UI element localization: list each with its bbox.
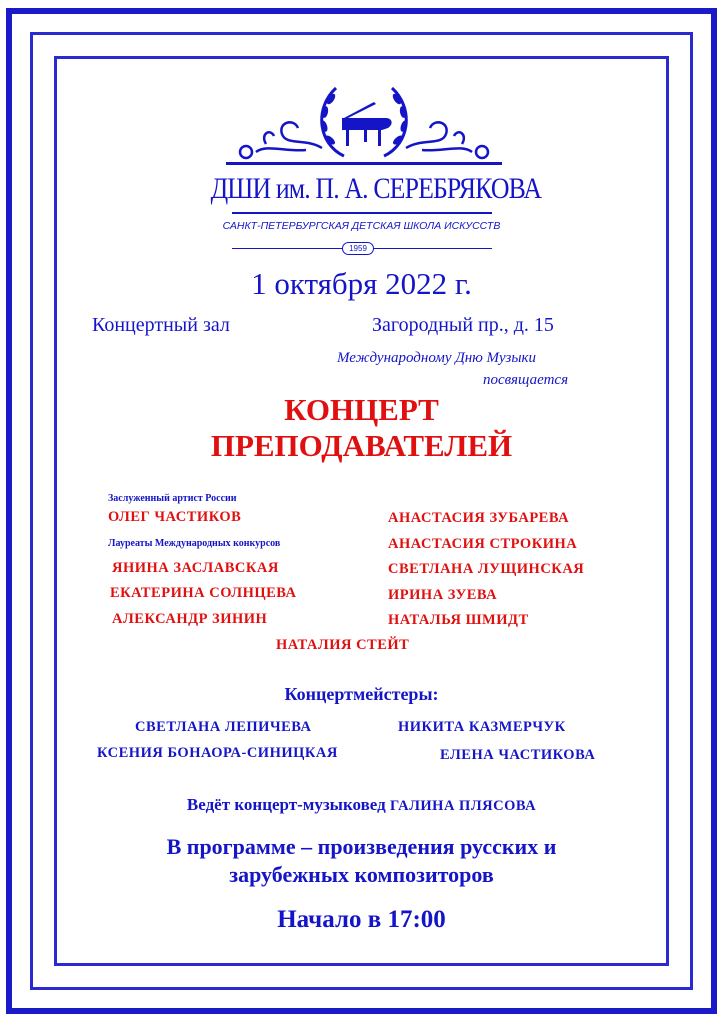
accompanist: НИКИТА КАЗМЕРЧУК — [398, 719, 566, 735]
performer-left: ЯНИНА ЗАСЛАВСКАЯ — [112, 560, 279, 576]
event-address: Загородный пр., д. 15 — [372, 314, 554, 336]
event-hall: Концертный зал — [92, 314, 230, 336]
performer-left: АЛЕКСАНДР ЗИНИН — [112, 611, 268, 627]
laureates-label: Лауреаты Международных конкурсов — [108, 538, 281, 549]
host-name: ГАЛИНА ПЛЯСОВА — [389, 798, 537, 814]
performer-right: ИРИНА ЗУЕВА — [388, 587, 498, 603]
accompanists-title: Концертмейстеры: — [284, 684, 439, 704]
school-name: ДШИ им. П. А. СЕРЕБРЯКОВА — [210, 172, 542, 205]
host-label: Ведёт концерт-музыковед — [186, 795, 386, 814]
start-time: Начало в 17:00 — [277, 906, 446, 933]
honored-artist-label: Заслуженный артист России — [108, 493, 237, 504]
accompanist: ЕЛЕНА ЧАСТИКОВА — [440, 747, 596, 763]
performer-left: ЕКАТЕРИНА СОЛНЦЕВА — [110, 585, 297, 601]
performer-center: НАТАЛИЯ СТЕЙТ — [276, 637, 410, 653]
performer-right: АНАСТАСИЯ СТРОКИНА — [388, 536, 578, 552]
accompanist: СВЕТЛАНА ЛЕПИЧЕВА — [135, 719, 312, 735]
performer-right: АНАСТАСИЯ ЗУБАРЕВА — [388, 510, 570, 526]
performer-right: НАТАЛЬЯ ШМИДТ — [388, 612, 529, 628]
ornament-left-icon — [240, 122, 322, 158]
ornament-right-icon — [406, 122, 488, 158]
header-divider — [232, 212, 492, 214]
honored-artist-name: ОЛЕГ ЧАСТИКОВ — [108, 509, 242, 525]
dedication-line-1: Международному Дню Музыки — [337, 350, 537, 366]
founded-year-badge: 1959 — [342, 242, 374, 255]
program-line-1: В программе – произведения русских и — [166, 834, 557, 859]
program-line-2: зарубежных композиторов — [229, 862, 494, 887]
grand-piano-icon — [342, 118, 392, 130]
event-date: 1 октября 2022 г. — [251, 266, 472, 301]
concert-title-line-1: КОНЦЕРТ — [284, 392, 439, 427]
school-logo — [226, 78, 502, 170]
school-subtitle: САНКТ-ПЕТЕРБУРГСКАЯ ДЕТСКАЯ ШКОЛА ИСКУССТВ — [222, 220, 501, 232]
performer-right: СВЕТЛАНА ЛУЩИНСКАЯ — [388, 561, 585, 577]
concert-title-line-2: ПРЕПОДАВАТЕЛЕЙ — [210, 428, 513, 463]
host-line — [100, 795, 623, 815]
dedication-line-2: посвящается — [483, 372, 569, 388]
accompanist: КСЕНИЯ БОНАОРА-СИНИЦКАЯ — [97, 745, 338, 761]
